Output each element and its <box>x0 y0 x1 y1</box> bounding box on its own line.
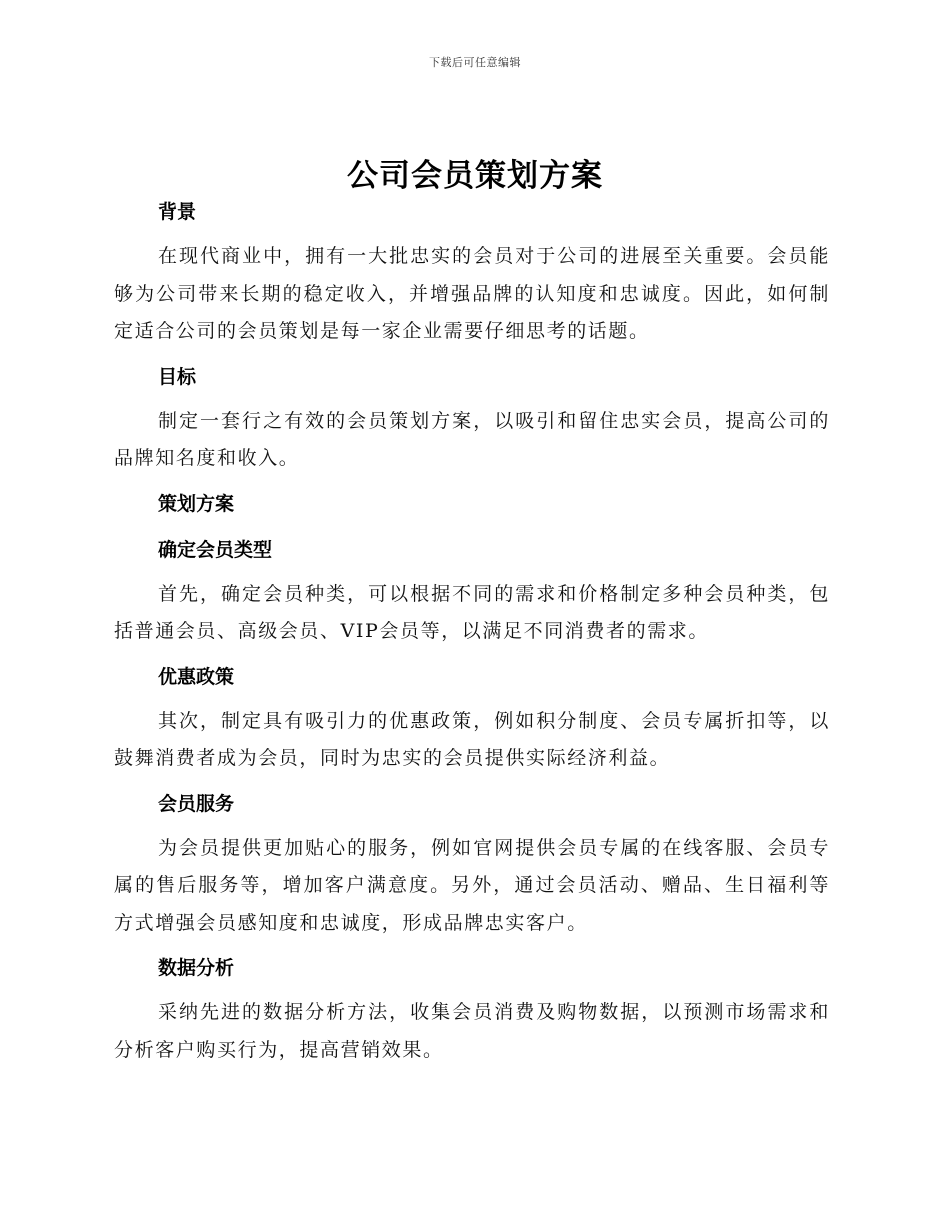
section-goal <box>114 357 830 478</box>
section-data-analysis <box>114 948 830 1069</box>
section-heading: 会员服务 <box>158 792 235 815</box>
document-title: 公司会员策划方案 <box>347 158 603 194</box>
section-member-service <box>114 784 830 943</box>
section-paragraph: 其次，制定具有吸引力的优惠政策，例如积分制度、会员专属折扣等，以鼓舞消费者成为会员，同时为忠实的会员提供实际经济利益。 <box>114 709 830 769</box>
section-heading: 目标 <box>158 365 197 388</box>
section-plan <box>114 484 830 524</box>
section-paragraph: 采纳先进的数据分析方法，收集会员消费及购物数据，以预测市场需求和分析客户购买行为，提高营销效果。 <box>114 1001 830 1061</box>
section-paragraph: 为会员提供更加贴心的服务，例如官网提供会员专属的在线客服、会员专属的售后服务等，增加客户满意度。另外，通过会员活动、赠品、生日福利等方式增强会员感知度和忠诚度，形成品牌忠实客户。 <box>114 836 830 934</box>
section-discount-policy <box>114 657 830 778</box>
section-heading: 数据分析 <box>158 957 235 979</box>
header-note: 下载后可任意编辑 <box>429 56 521 69</box>
section-background <box>114 192 830 351</box>
section-heading: 优惠政策 <box>158 665 235 688</box>
section-member-types <box>114 530 830 651</box>
section-heading: 确定会员类型 <box>158 538 273 561</box>
section-heading: 背景 <box>158 201 197 223</box>
section-paragraph: 制定一套行之有效的会员策划方案，以吸引和留住忠实会员，提高公司的品牌知名度和收入。 <box>114 409 830 469</box>
section-paragraph: 首先，确定会员种类，可以根据不同的需求和价格制定多种会员种类，包括普通会员、高级会员、VIP会员等，以满足不同消费者的需求。 <box>114 582 830 642</box>
section-paragraph: 在现代商业中，拥有一大批忠实的会员对于公司的进展至关重要。会员能够为公司带来长期的稳定收入，并增强品牌的认知度和忠诚度。因此，如何制定适合公司的会员策划是每一家企业需要仔细思考的话题。 <box>114 245 830 342</box>
document-body <box>114 192 830 1075</box>
section-heading: 策划方案 <box>158 492 235 515</box>
